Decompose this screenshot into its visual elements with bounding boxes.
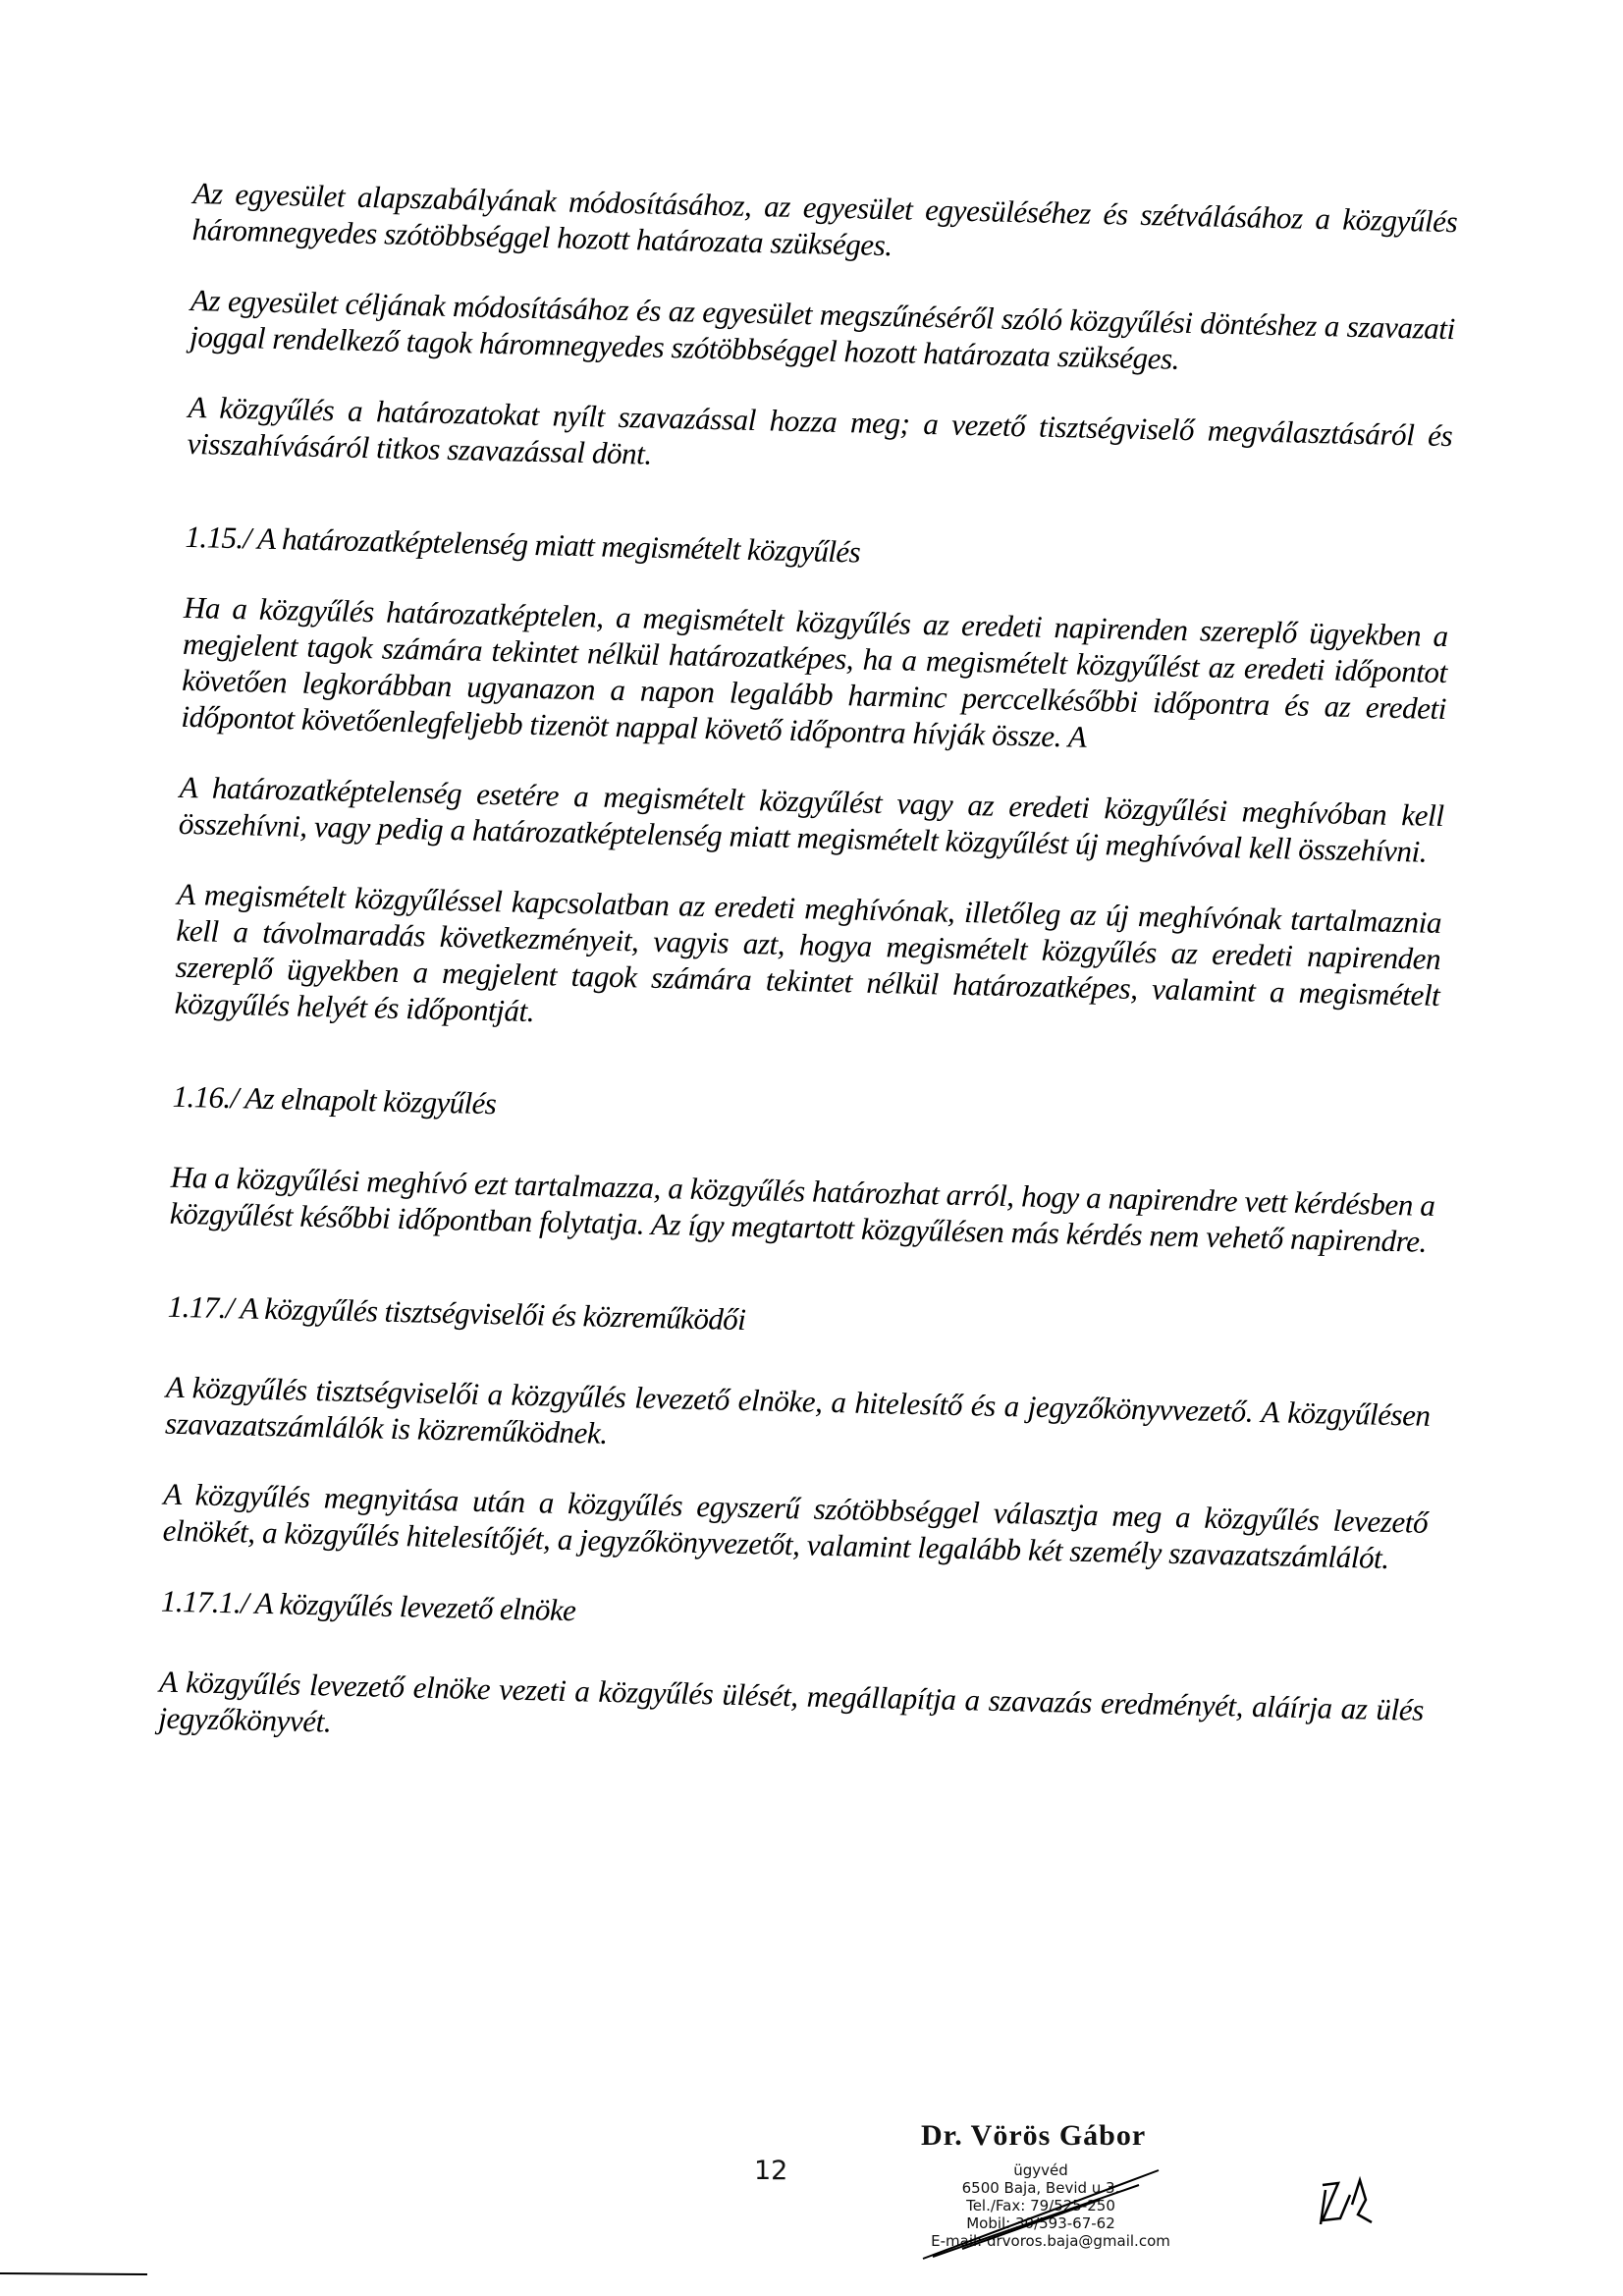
lawyer-stamp: [903, 2111, 1237, 2269]
paragraph: Az egyesület céljának módosításához és az egyesület megszűnéséről szóló közgyűlési döntéshez a szavazati joggal rendelkező tagok háromnegyedes szótöbbséggel hozott határozata szükséges.: [189, 282, 1456, 376]
handwritten-initials: [1311, 2175, 1380, 2234]
signature-strokes: [903, 2111, 1237, 2269]
stamp-email: E-mail: drvoros.baja@gmail.com: [931, 2232, 1170, 2250]
section-heading-1-17: 1.17./ A közgyűlés tisztségviselői és közreműködői: [167, 1288, 746, 1338]
document-body: [158, 175, 1458, 1765]
section-heading-1-16: 1.16./ Az elnapolt közgyűlés: [172, 1078, 497, 1121]
paragraph: Ha a közgyűlési meghívó ezt tartalmazza, a közgyűlés határozhat arról, hogy a napirendre vett kérdésben a közgyűlést későbbi időpontban folytatja. Az így megtartott közgyűlésen más kérdés nem vehető napirendre.: [169, 1159, 1435, 1259]
section-heading-1-17-1: 1.17.1./ A közgyűlés levezető elnöke: [160, 1583, 576, 1628]
stamp-mobile: Mobil: 30/593-67-62: [966, 2214, 1115, 2232]
stamp-name: Dr. Vörös Gábor: [921, 2119, 1147, 2152]
paragraph: A közgyűlés a határozatokat nyílt szavazással hozza meg; a vezető tisztségviselő megválasztásáról és visszahívásáról titkos szavazással dönt.: [187, 389, 1453, 471]
paragraph: Az egyesület alapszabályának módosításához, az egyesület egyesüléséhez és szétválásához a közgyűlés háromnegyedes szótöbbséggel hozott határozata szükséges.: [191, 175, 1458, 263]
paragraph: A közgyűlés levezető elnöke vezeti a közgyűlés ülését, megállapítja a szavazás eredményét, aláírja az ülés jegyzőkönyvét.: [157, 1664, 1425, 1739]
stamp-address: 6500 Baja, Bevid u 3.: [961, 2179, 1120, 2197]
paragraph: A megismételt közgyűléssel kapcsolatban az eredeti meghívónak, illetőleg az új meghívónak tartalmaznia kell a távolmaradás következményeit, vagyis azt, hogya megismételt közgyűlés az eredeti napirenden szereplő ügyekben a megjelent tagok számára tekintet nélkül határozatképes, valamint a megismételt közgyűlés helyét és időpontját.: [174, 876, 1442, 1029]
page-number: 12: [754, 2156, 788, 2186]
section-heading-1-15: 1.15./ A határozatképtelenség miatt megismételt közgyűlés: [185, 519, 861, 570]
paragraph: Ha a közgyűlés határozatképtelen, a megismételt közgyűlés az eredeti napirenden szereplő ügyekben a megjelent tagok számára tekintet nélkül határozatképes, ha a megismételt közgyűlést az eredeti időpontot követően legkorábban ugyanazon a napon legalább harminc perccelkésőbbi időpontra és az eredeti időpontot követőenlegfeljebb tizenöt nappal követő időpontra hívják össze. A: [181, 589, 1449, 754]
paragraph: A közgyűlés tisztségviselői a közgyűlés levezető elnöke, a hitelesítő és a jegyzőkönyvvezető. A közgyűlésen szavazatszámlálók is közreműködnek.: [164, 1369, 1432, 1450]
stamp-tel-fax: Tel./Fax: 79/525-250: [966, 2197, 1115, 2214]
paragraph: A közgyűlés megnyitása után a közgyűlés egyszerű szótöbbséggel választja meg a közgyűlés levezető elnökét, a közgyűlés hitelesítőjét, a jegyzőkönyvezetőt, valamint legalább két személy szavazatszámlálót.: [162, 1476, 1429, 1575]
stamp-title: ügyvéd: [1013, 2161, 1068, 2179]
paragraph: A határozatképtelenség esetére a megismételt közgyűlést vagy az eredeti közgyűlési meghívóban kell összehívni, vagy pedig a határozatképtelenség miatt megismételt közgyűlést új meghívóval kell összehívni.: [178, 769, 1444, 869]
footer-rule: [0, 2272, 147, 2275]
